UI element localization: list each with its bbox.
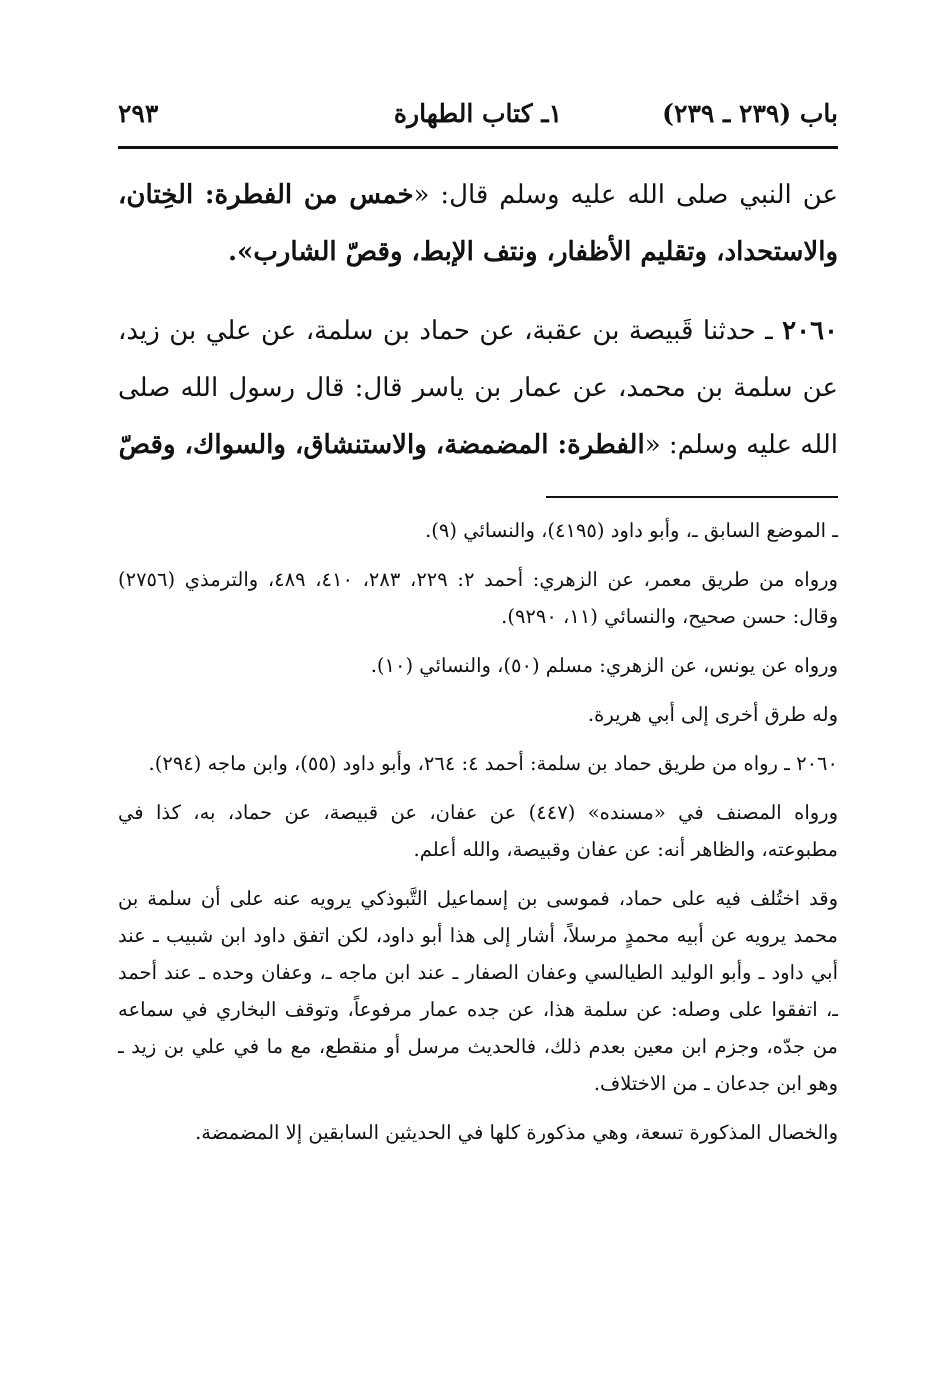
footnotes <box>118 512 838 1151</box>
footnote: ورواه من طريق معمر، عن الزهري: أحمد ٢: ٢٢٩، ٢٨٣، ٤١٠، ٤٨٩، والترمذي (٢٧٥٦) وقال: حسن صحيح، والنسائي (١١، ٩٢٩٠). <box>118 568 838 628</box>
header-rule <box>118 146 838 149</box>
footnote-separator <box>546 496 838 498</box>
quote-close: ». <box>228 237 254 267</box>
hadith-number: ٢٠٦٠ <box>782 316 838 346</box>
footnote: ٢٠٦٠ ـ رواه من طريق حماد بن سلمة: أحمد ٤: ٢٦٤، وأبو داود (٥٥)، وابن ماجه (٢٩٤). <box>148 752 838 775</box>
hadith-quote: الفطرة: المضمضة، والاستنشاق، والسواك، وقصّ <box>118 430 645 460</box>
footnote: ـ الموضع السابق ـ، وأبو داود (٤١٩٥)، والنسائي (٩). <box>425 519 838 542</box>
footnote: وله طرق أخرى إلى أبي هريرة. <box>587 703 838 726</box>
hadith-paragraph-2060 <box>118 303 838 474</box>
book-title: ١ـ كتاب الطهارة <box>393 99 563 128</box>
footnote: والخصال المذكورة تسعة، وهي مذكورة كلها في الحديثين السابقين إلا المضمضة. <box>195 1121 838 1144</box>
main-text <box>118 167 838 474</box>
footnote: ورواه المصنف في «مسنده» (٤٤٧) عن عفان، عن قبيصة، عن حماد، به، كذا في مطبوعته، والظاهر أنه: عن عفان وقبيصة، والله أعلم. <box>118 801 838 861</box>
hadith-text: ـ حدثنا قَبيصة بن عقبة، عن حماد بن سلمة، عن علي بن زيد، عن سلمة بن محمد، عن عمار بن ياسر قال: قال رسول الله صلى الله عليه وسلم: « <box>118 316 838 460</box>
chapter-heading: باب (٢٣٩ ـ ٢٣٩) <box>662 99 838 128</box>
hadith-paragraph <box>118 167 838 281</box>
hadith-text: عن النبي صلى الله عليه وسلم قال: « <box>413 180 838 210</box>
hadith-quote: خمس من الفطرة: الخِتان، والاستحداد، وتقليم الأظفار، ونتف الإبط، وقصّ الشارب <box>118 180 838 267</box>
running-header <box>118 92 838 136</box>
page-number: ٢٩٣ <box>118 99 159 128</box>
footnote: وقد اختُلف فيه على حماد، فموسى بن إسماعيل التَّبوذكي يرويه عنه على أن سلمة بن محمد يرويه عن أبيه محمدٍ مرسلاً، أشار إلى هذا أبو داود، لكن اتفق داود ابن شبيب ـ عند أبي داود ـ وأبو الوليد الطيالسي وعفان الصفار ـ عند ابن ماجه ـ، وعفان وحده ـ عند أحمد ـ، اتفقوا على وصله: عن سلمة هذا، عن جده عمار مرفوعاً، وتوقف البخاري في سماعه من جدّه، وجزم ابن معين بعدم ذلك، فالحديث مرسل أو منقطع، مع ما في علي بن زيد ـ وهو ابن جدعان ـ من الاختلاف. <box>118 887 838 1095</box>
footnote: ورواه عن يونس، عن الزهري: مسلم (٥٠)، والنسائي (١٠). <box>370 654 838 677</box>
page <box>118 92 838 1163</box>
